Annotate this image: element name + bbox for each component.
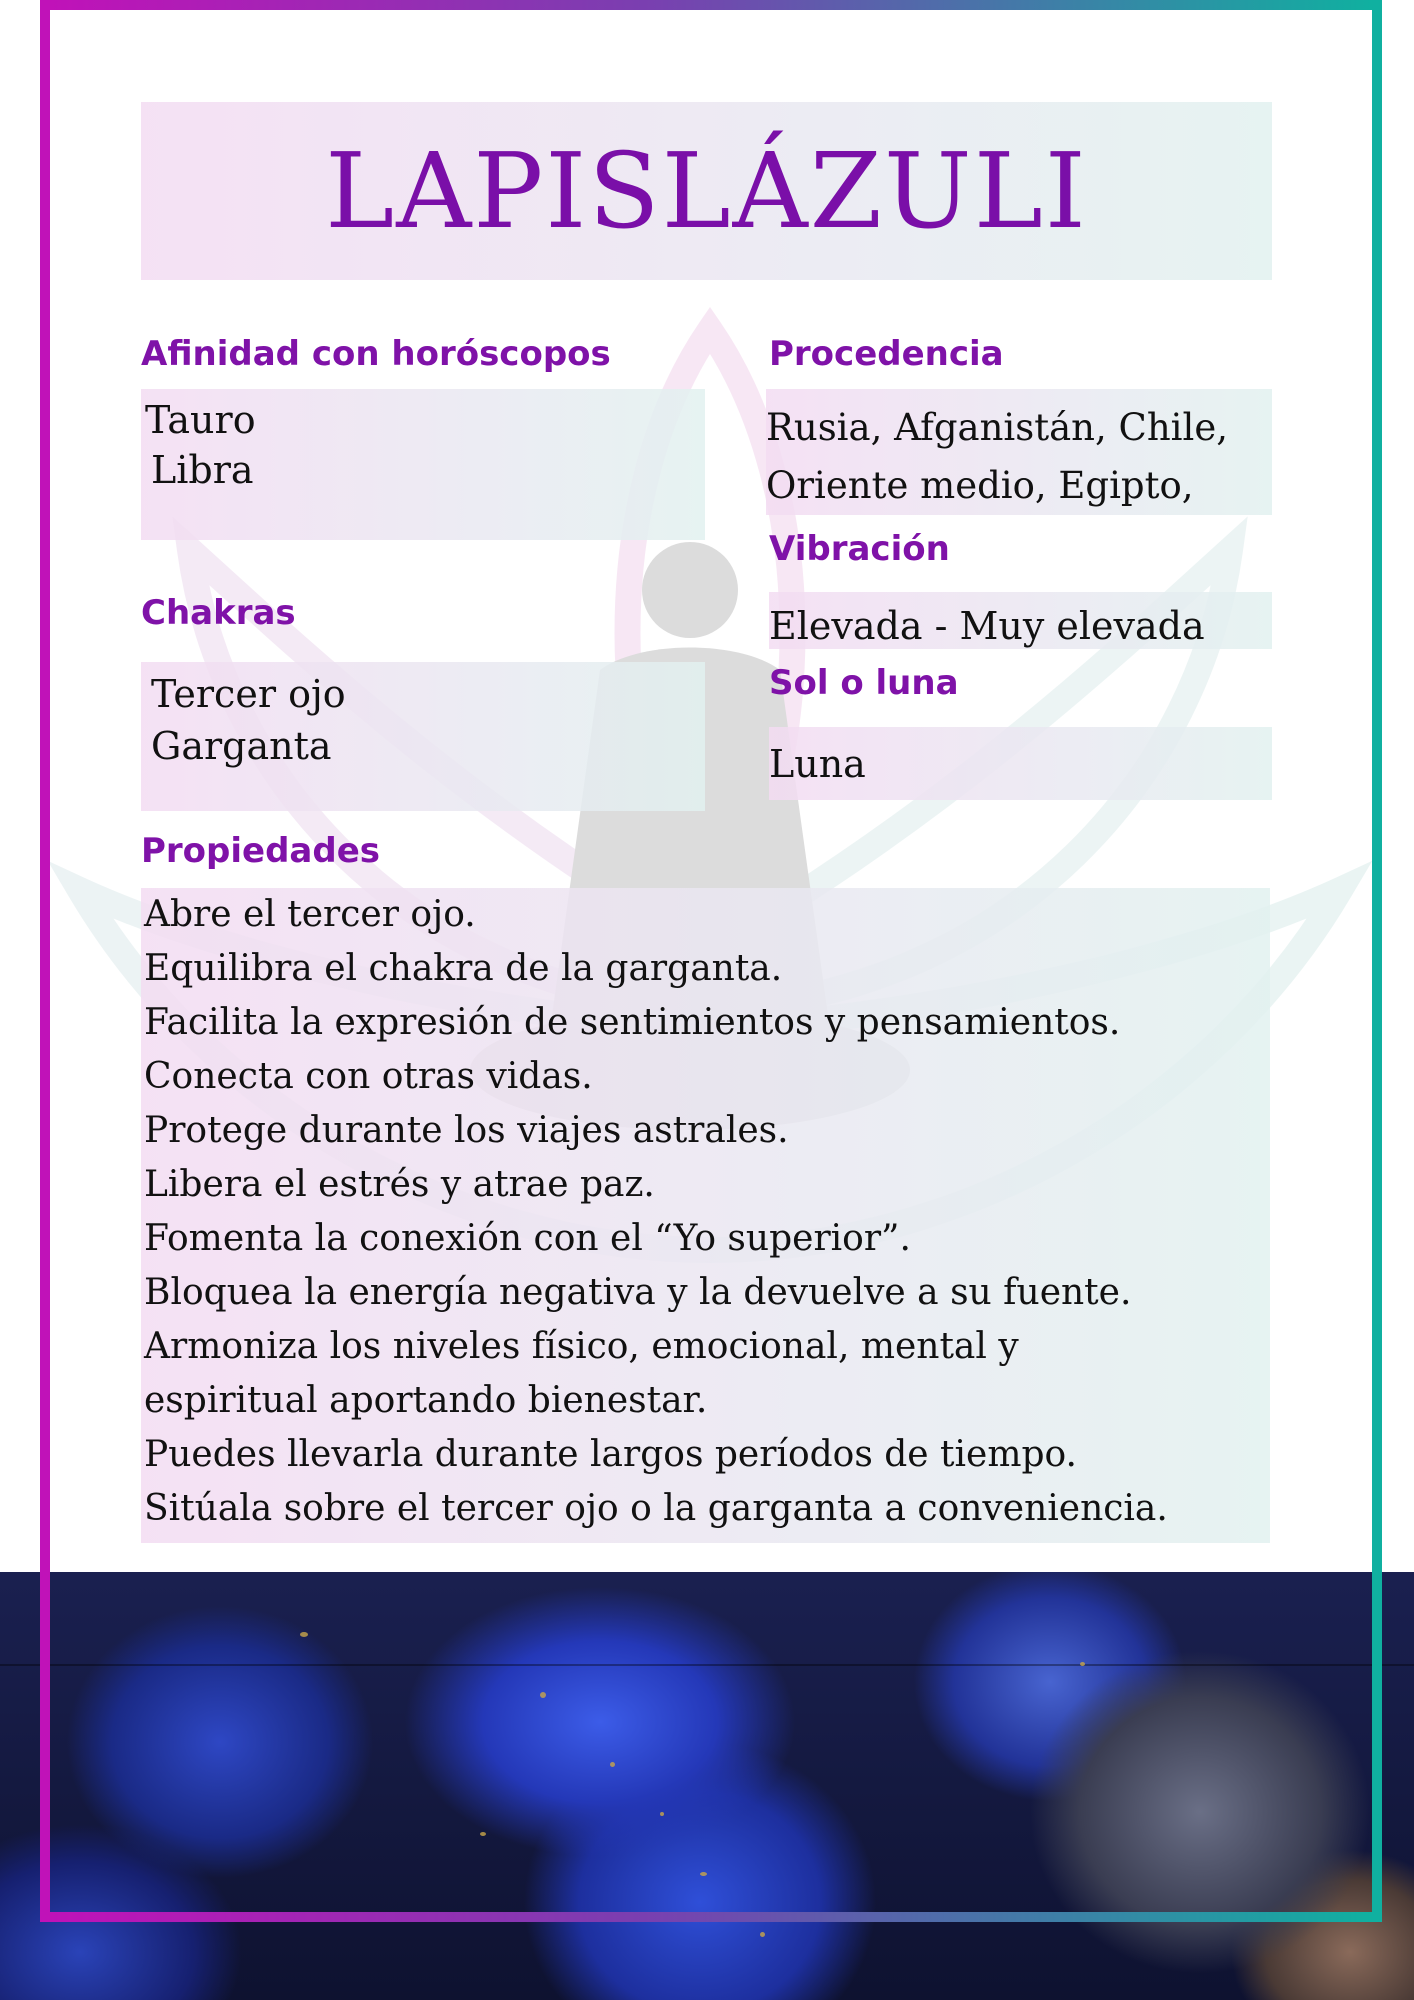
property-item: Fomenta la conexión con el “Yo superior”. xyxy=(144,1218,911,1259)
properties-label: Propiedades xyxy=(141,831,381,871)
sun-moon-box xyxy=(769,727,1272,800)
horoscope-item: Tauro xyxy=(145,398,256,442)
chakras-label: Chakras xyxy=(141,593,296,633)
property-item: Equilibra el chakra de la garganta. xyxy=(144,948,783,989)
property-item: Libera el estrés y atrae paz. xyxy=(144,1164,655,1205)
photo-speck xyxy=(760,1932,765,1937)
property-item: Conecta con otras vidas. xyxy=(144,1056,593,1097)
property-item: Armoniza los niveles físico, emocional, mental y xyxy=(144,1326,1019,1367)
property-item: Puedes llevarla durante largos períodos de tiempo. xyxy=(144,1434,1077,1475)
origin-box xyxy=(766,389,1272,515)
property-item: Sitúala sobre el tercer ojo o la garganta a conveniencia. xyxy=(144,1488,1168,1529)
properties-box xyxy=(141,888,1270,1543)
chakras-box xyxy=(141,662,705,811)
property-item: Abre el tercer ojo. xyxy=(144,894,476,935)
sun-moon-value: Luna xyxy=(769,742,866,786)
vibration-value: Elevada - Muy elevada xyxy=(769,604,1205,648)
chakra-item: Tercer ojo xyxy=(151,672,346,716)
property-item: Protege durante los viajes astrales. xyxy=(144,1110,789,1151)
horoscopes-box xyxy=(141,389,705,540)
page-title: LAPISLÁZULI xyxy=(325,130,1088,252)
title-banner xyxy=(141,102,1272,280)
property-item: espiritual aportando bienestar. xyxy=(144,1380,708,1421)
vibration-label: Vibración xyxy=(769,529,950,569)
horoscopes-label: Afinidad con horóscopos xyxy=(141,334,611,374)
chakra-item: Garganta xyxy=(151,724,332,768)
origin-item: Rusia, Afganistán, Chile, xyxy=(766,406,1228,449)
property-item: Bloquea la energía negativa y la devuelve a su fuente. xyxy=(144,1272,1132,1313)
vibration-box xyxy=(769,592,1272,649)
sun-moon-label: Sol o luna xyxy=(769,663,959,703)
horoscope-item: Libra xyxy=(151,448,254,492)
origin-item: Oriente medio, Egipto, xyxy=(766,464,1194,507)
property-item: Facilita la expresión de sentimientos y pensamientos. xyxy=(144,1002,1121,1043)
origin-label: Procedencia xyxy=(769,334,1004,374)
